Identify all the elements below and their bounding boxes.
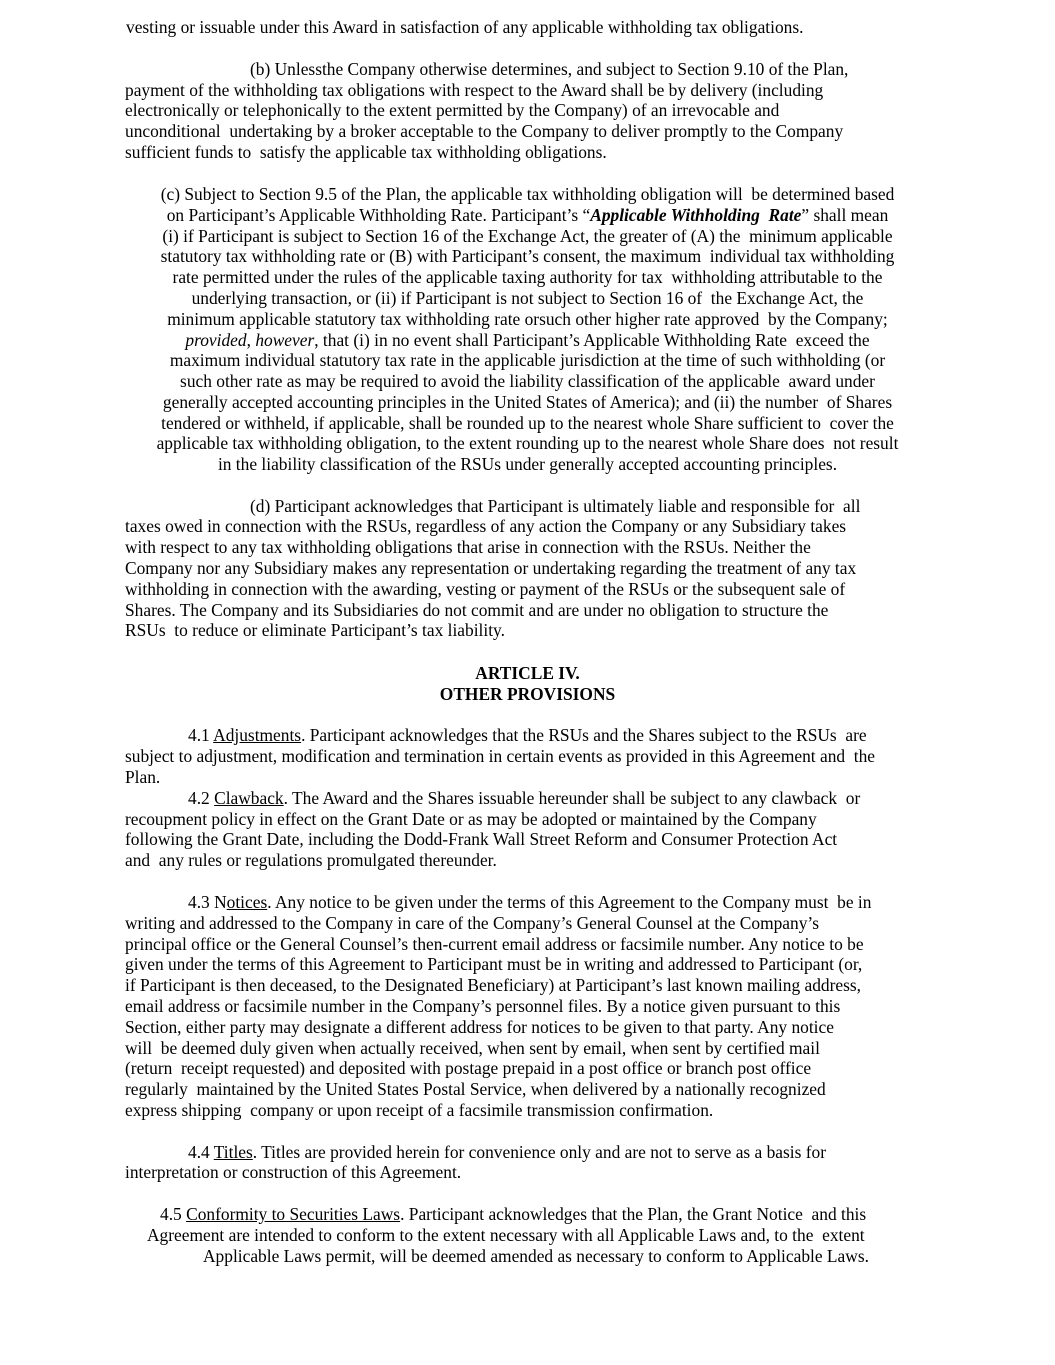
body-text-line: Shares. The Company and its Subsidiaries do not commit and are under no obligation to structure the [125,600,829,620]
body-text-line: maximum individual statutory tax rate in the applicable jurisdiction at the time of such withholding (or [169,350,886,370]
body-text-line: Section, either party may designate a different address for notices to be given to that party. Any notice [125,1017,834,1037]
body-text-line: vesting or issuable under this Award in satisfaction of any applicable withholding tax obligations. [126,17,804,37]
body-text-line: generally accepted accounting principles in the United States of America); and (ii) the number of Shares [162,392,893,412]
body-text-line: (c) Subject to Section 9.5 of the Plan, the applicable tax withholding obligation will be determined based [160,184,895,204]
body-text-line: 4.1 Adjustments. Participant acknowledges that the RSUs and the Shares subject to the RSUs are [188,725,867,745]
body-text-line: (b) Unlessthe Company otherwise determines, and subject to Section 9.10 of the Plan, [250,59,849,79]
body-text-line: recoupment policy in effect on the Grant Date or as may be adopted or maintained by the Company [125,809,817,829]
body-text-line: taxes owed in connection with the RSUs, regardless of any action the Company or any Subsidiary takes [125,516,847,536]
section-title: otices [226,892,268,912]
body-text-line: withholding in connection with the awarding, vesting or payment of the RSUs or the subsequent sale of [125,579,846,599]
body-text-line: Agreement are intended to conform to the extent necessary with all Applicable Laws and, to the extent [147,1225,865,1245]
body-text-line: 4.2 Clawback. The Award and the Shares issuable hereunder shall be subject to any clawback or [188,788,861,808]
body-text-line: email address or facsimile number in the Company’s personnel files. By a notice given pursuant to this [125,996,841,1016]
body-text-line: (d) Participant acknowledges that Participant is ultimately liable and responsible for all [250,496,861,516]
body-text-line: unconditional undertaking by a broker acceptable to the Company to deliver promptly to the Company [125,121,844,141]
body-text-line: interpretation or construction of this Agreement. [125,1162,462,1182]
section-title: Conformity to Securities Laws [186,1204,401,1224]
body-text-line: regularly maintained by the United States Postal Service, when delivered by a nationally recognized [125,1079,826,1099]
body-text-line: applicable tax withholding obligation, to the extent rounding up to the nearest whole Share does not result [156,433,899,453]
body-text-line: will be deemed duly given when actually received, when sent by email, when sent by certified mail [125,1038,820,1058]
section-title: Adjustments [213,725,302,745]
body-text-line: Company nor any Subsidiary makes any representation or undertaking regarding the treatment of any tax [125,558,857,578]
body-text-line: RSUs to reduce or eliminate Participant’s tax liability. [125,620,505,640]
body-text-line: in the liability classification of the RSUs under generally accepted accounting principles. [217,454,838,474]
body-text-line: provided, however, that (i) in no event shall Participant’s Applicable Withholding Rate exceed the [185,330,870,350]
body-text-line: and any rules or regulations promulgated thereunder. [125,850,497,870]
body-text-line: Applicable Laws permit, will be deemed amended as necessary to conform to Applicable Laws. [203,1246,869,1266]
defined-term: Applicable Withholding Rate [590,205,802,225]
body-text-line: express shipping company or upon receipt of a facsimile transmission confirmation. [125,1100,714,1120]
body-text-line: sufficient funds to satisfy the applicable tax withholding obligations. [125,142,607,162]
body-text-line: (return receipt requested) and deposited with postage prepaid in a post office or branch post office [125,1058,812,1078]
body-text-line: 4.3 Notices. Any notice to be given under the terms of this Agreement to the Company must be in [188,892,872,912]
body-text-line: tendered or withheld, if applicable, shall be rounded up to the nearest whole Share sufficient to cover the [161,413,894,433]
body-text-line: such other rate as may be required to avoid the liability classification of the applicable award under [180,371,875,391]
body-text-line: 4.4 Titles. Titles are provided herein for convenience only and are not to serve as a basis for [188,1142,827,1162]
article-number-heading: ARTICLE IV. [475,663,580,683]
section-title: Clawback [214,788,284,808]
body-text-line: Plan. [125,767,161,787]
body-text-line: following the Grant Date, including the Dodd-Frank Wall Street Reform and Consumer Protection Act [125,829,838,849]
body-text-line: principal office or the General Counsel’s then-current email address or facsimile number. Any notice to be [125,934,864,954]
section-title: Titles [213,1142,253,1162]
body-text-line: if Participant is then deceased, to the Designated Beneficiary) at Participant’s last known mailing address, [125,975,861,995]
body-text-line: minimum applicable statutory tax withholding rate orsuch other higher rate approved by the Company; [167,309,888,329]
body-text-line: given under the terms of this Agreement to Participant must be in writing and addressed to Participant (or, [125,954,863,974]
body-text-line: 4.5 Conformity to Securities Laws. Participant acknowledges that the Plan, the Grant Notice and this [160,1204,867,1224]
body-text-line: electronically or telephonically to the extent permitted by the Company) of an irrevocable and [125,100,780,120]
body-text-line: (i) if Participant is subject to Section 16 of the Exchange Act, the greater of (A) the minimum applicable [162,226,893,246]
body-text-line: statutory tax withholding rate or (B) with Participant’s consent, the maximum individual tax withholding [160,246,895,266]
body-text-line: with respect to any tax withholding obligations that arise in connection with the RSUs. Neither the [125,537,811,557]
body-text-line: writing and addressed to the Company in care of the Company’s General Counsel at the Company’s [125,913,820,933]
body-text-line: payment of the withholding tax obligations with respect to the Award shall be by delivery (including [125,80,824,100]
body-text-line: on Participant’s Applicable Withholding Rate. Participant’s “Applicable Withholding Rate” shall mean [166,205,889,225]
article-title-heading: OTHER PROVISIONS [439,684,616,704]
body-text-line: subject to adjustment, modification and termination in certain events as provided in this Agreement and the [125,746,876,766]
body-text-line: rate permitted under the rules of the applicable taxing authority for tax withholding attributable to the [172,267,883,287]
body-text-line: underlying transaction, or (ii) if Participant is not subject to Section 16 of the Exchange Act, the [191,288,864,308]
